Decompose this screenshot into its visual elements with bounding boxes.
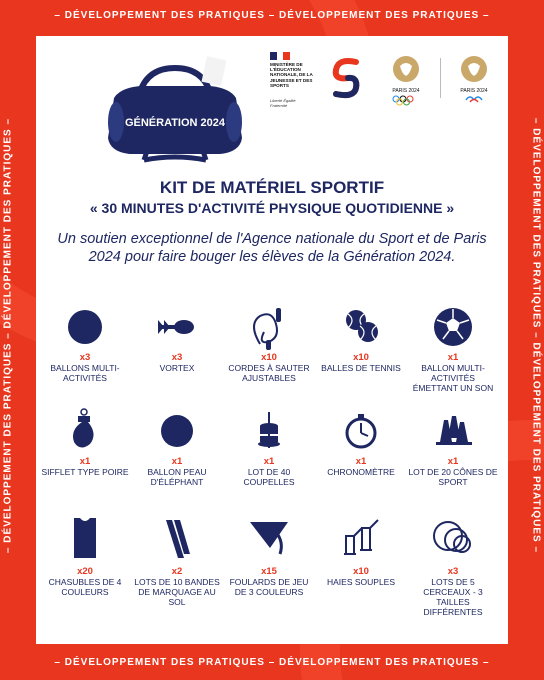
- tennis-balls-icon: [338, 304, 384, 350]
- ball-icon: [62, 304, 108, 350]
- paris2024-label: PARIS 2024: [392, 88, 420, 94]
- stopwatch-icon: [338, 408, 384, 454]
- hurdles-icon: [338, 514, 384, 564]
- item-label: BALLON PEAU D'ÉLÉPHANT: [147, 467, 207, 487]
- item-label: LOT DE 40 COUPELLES: [243, 467, 295, 487]
- page-title: KIT DE MATÉRIEL SPORTIF: [159, 178, 385, 197]
- hoops-icon: [430, 514, 476, 564]
- soccer-ball-icon: [430, 304, 476, 350]
- equipment-item: [316, 408, 406, 477]
- ticker-left: – DÉVELOPPEMENT DES PRATIQUES – DÉVELOPPEMENT DES PRATIQUES –: [2, 117, 14, 554]
- item-label: VORTEX: [159, 363, 195, 373]
- item-quantity: x3: [171, 352, 183, 363]
- paris2024-label: PARIS 2024: [460, 88, 488, 94]
- item-label: HAIES SOUPLES: [326, 577, 396, 587]
- item-quantity: x1: [79, 456, 91, 467]
- equipment-item: [132, 514, 222, 607]
- item-quantity: x10: [353, 352, 369, 363]
- equipment-item: [408, 408, 498, 487]
- item-label: CHRONOMÈTRE: [327, 467, 395, 477]
- item-label: BALLONS MULTI-ACTIVITÉS: [50, 363, 120, 383]
- equipment-item: [224, 408, 314, 487]
- paris2024-paralympic-logo: [446, 54, 502, 106]
- paris2024-olympic-logo: [378, 54, 434, 106]
- item-quantity: x10: [261, 352, 277, 363]
- ans-logo-icon: [328, 56, 364, 100]
- ball-icon: [154, 408, 200, 454]
- equipment-item: [40, 514, 130, 597]
- equipment-item: [132, 408, 222, 487]
- item-label: LOTS DE 5 CERCEAUX - 3 TAILLES DIFFÉRENTES: [423, 577, 483, 617]
- republic-motto: Liberté Égalité Fraternité: [270, 98, 296, 108]
- item-quantity: x2: [171, 566, 183, 577]
- equipment-item: [316, 514, 406, 587]
- ticker-top: – DÉVELOPPEMENT DES PRATIQUES – DÉVELOPPEMENT DES PRATIQUES –: [54, 10, 490, 21]
- ticker-bottom: – DÉVELOPPEMENT DES PRATIQUES – DÉVELOPPEMENT DES PRATIQUES –: [54, 657, 490, 668]
- item-quantity: x3: [447, 566, 459, 577]
- item-quantity: x1: [447, 352, 459, 363]
- item-quantity: x20: [77, 566, 93, 577]
- item-quantity: x1: [263, 456, 275, 467]
- item-label: BALLES DE TENNIS: [321, 363, 401, 373]
- item-quantity: x3: [79, 352, 91, 363]
- vortex-icon: [154, 304, 200, 350]
- item-label: FOULARDS DE JEU DE 3 COULEURS: [229, 577, 309, 597]
- equipment-item: [408, 304, 498, 393]
- page-subtitle: « 30 MINUTES D'ACTIVITÉ PHYSIQUE QUOTIDIENNE »: [89, 200, 455, 216]
- intro-text: Un soutien exceptionnel de l'Agence nationale du Sport et de Paris 2024 pour faire bouger les élèves de la Génération 2024.: [57, 231, 487, 265]
- ticker-right: – DÉVELOPPEMENT DES PRATIQUES – DÉVELOPPEMENT DES PRATIQUES –: [530, 117, 542, 554]
- cones-icon: [430, 408, 476, 454]
- item-quantity: x15: [261, 566, 277, 577]
- item-quantity: x1: [355, 456, 367, 467]
- logo-divider: [440, 58, 441, 98]
- french-flag-icon: [270, 52, 290, 60]
- equipment-item: [40, 304, 130, 383]
- scarf-icon: [246, 514, 292, 564]
- ministry-name: MINISTÈRE DE L'ÉDUCATION NATIONALE, DE LA JEUNESSE ET DES SPORTS: [270, 62, 313, 88]
- item-label: SIFFLET TYPE POIRE: [41, 467, 129, 477]
- equipment-item: [408, 514, 498, 617]
- partner-logos: [264, 52, 504, 112]
- item-label: LOT DE 20 CÔNES DE SPORT: [408, 467, 498, 487]
- item-label: CORDES À SAUTER AJUSTABLES: [228, 363, 310, 383]
- cones-stack-icon: [246, 408, 292, 454]
- equipment-item: [316, 304, 406, 373]
- item-quantity: x10: [353, 566, 369, 577]
- equipment-item: [132, 304, 222, 373]
- bib-icon: [62, 514, 108, 564]
- item-label: CHASUBLES DE 4 COULEURS: [48, 577, 122, 597]
- whistle-icon: [62, 408, 108, 454]
- equipment-item: [40, 408, 130, 477]
- item-quantity: x1: [447, 456, 459, 467]
- item-label: LOTS DE 10 BANDES DE MARQUAGE AU SOL: [134, 577, 220, 607]
- equipment-item: [224, 514, 314, 597]
- bag-label: GÉNÉRATION 2024: [124, 117, 226, 129]
- content-card: [36, 36, 508, 644]
- item-label: BALLON MULTI-ACTIVITÉS ÉMETTANT UN SON: [412, 363, 494, 393]
- sports-bag-icon: [100, 64, 250, 164]
- jump-rope-icon: [246, 304, 292, 350]
- marking-strips-icon: [154, 514, 200, 564]
- item-quantity: x1: [171, 456, 183, 467]
- equipment-item: [224, 304, 314, 383]
